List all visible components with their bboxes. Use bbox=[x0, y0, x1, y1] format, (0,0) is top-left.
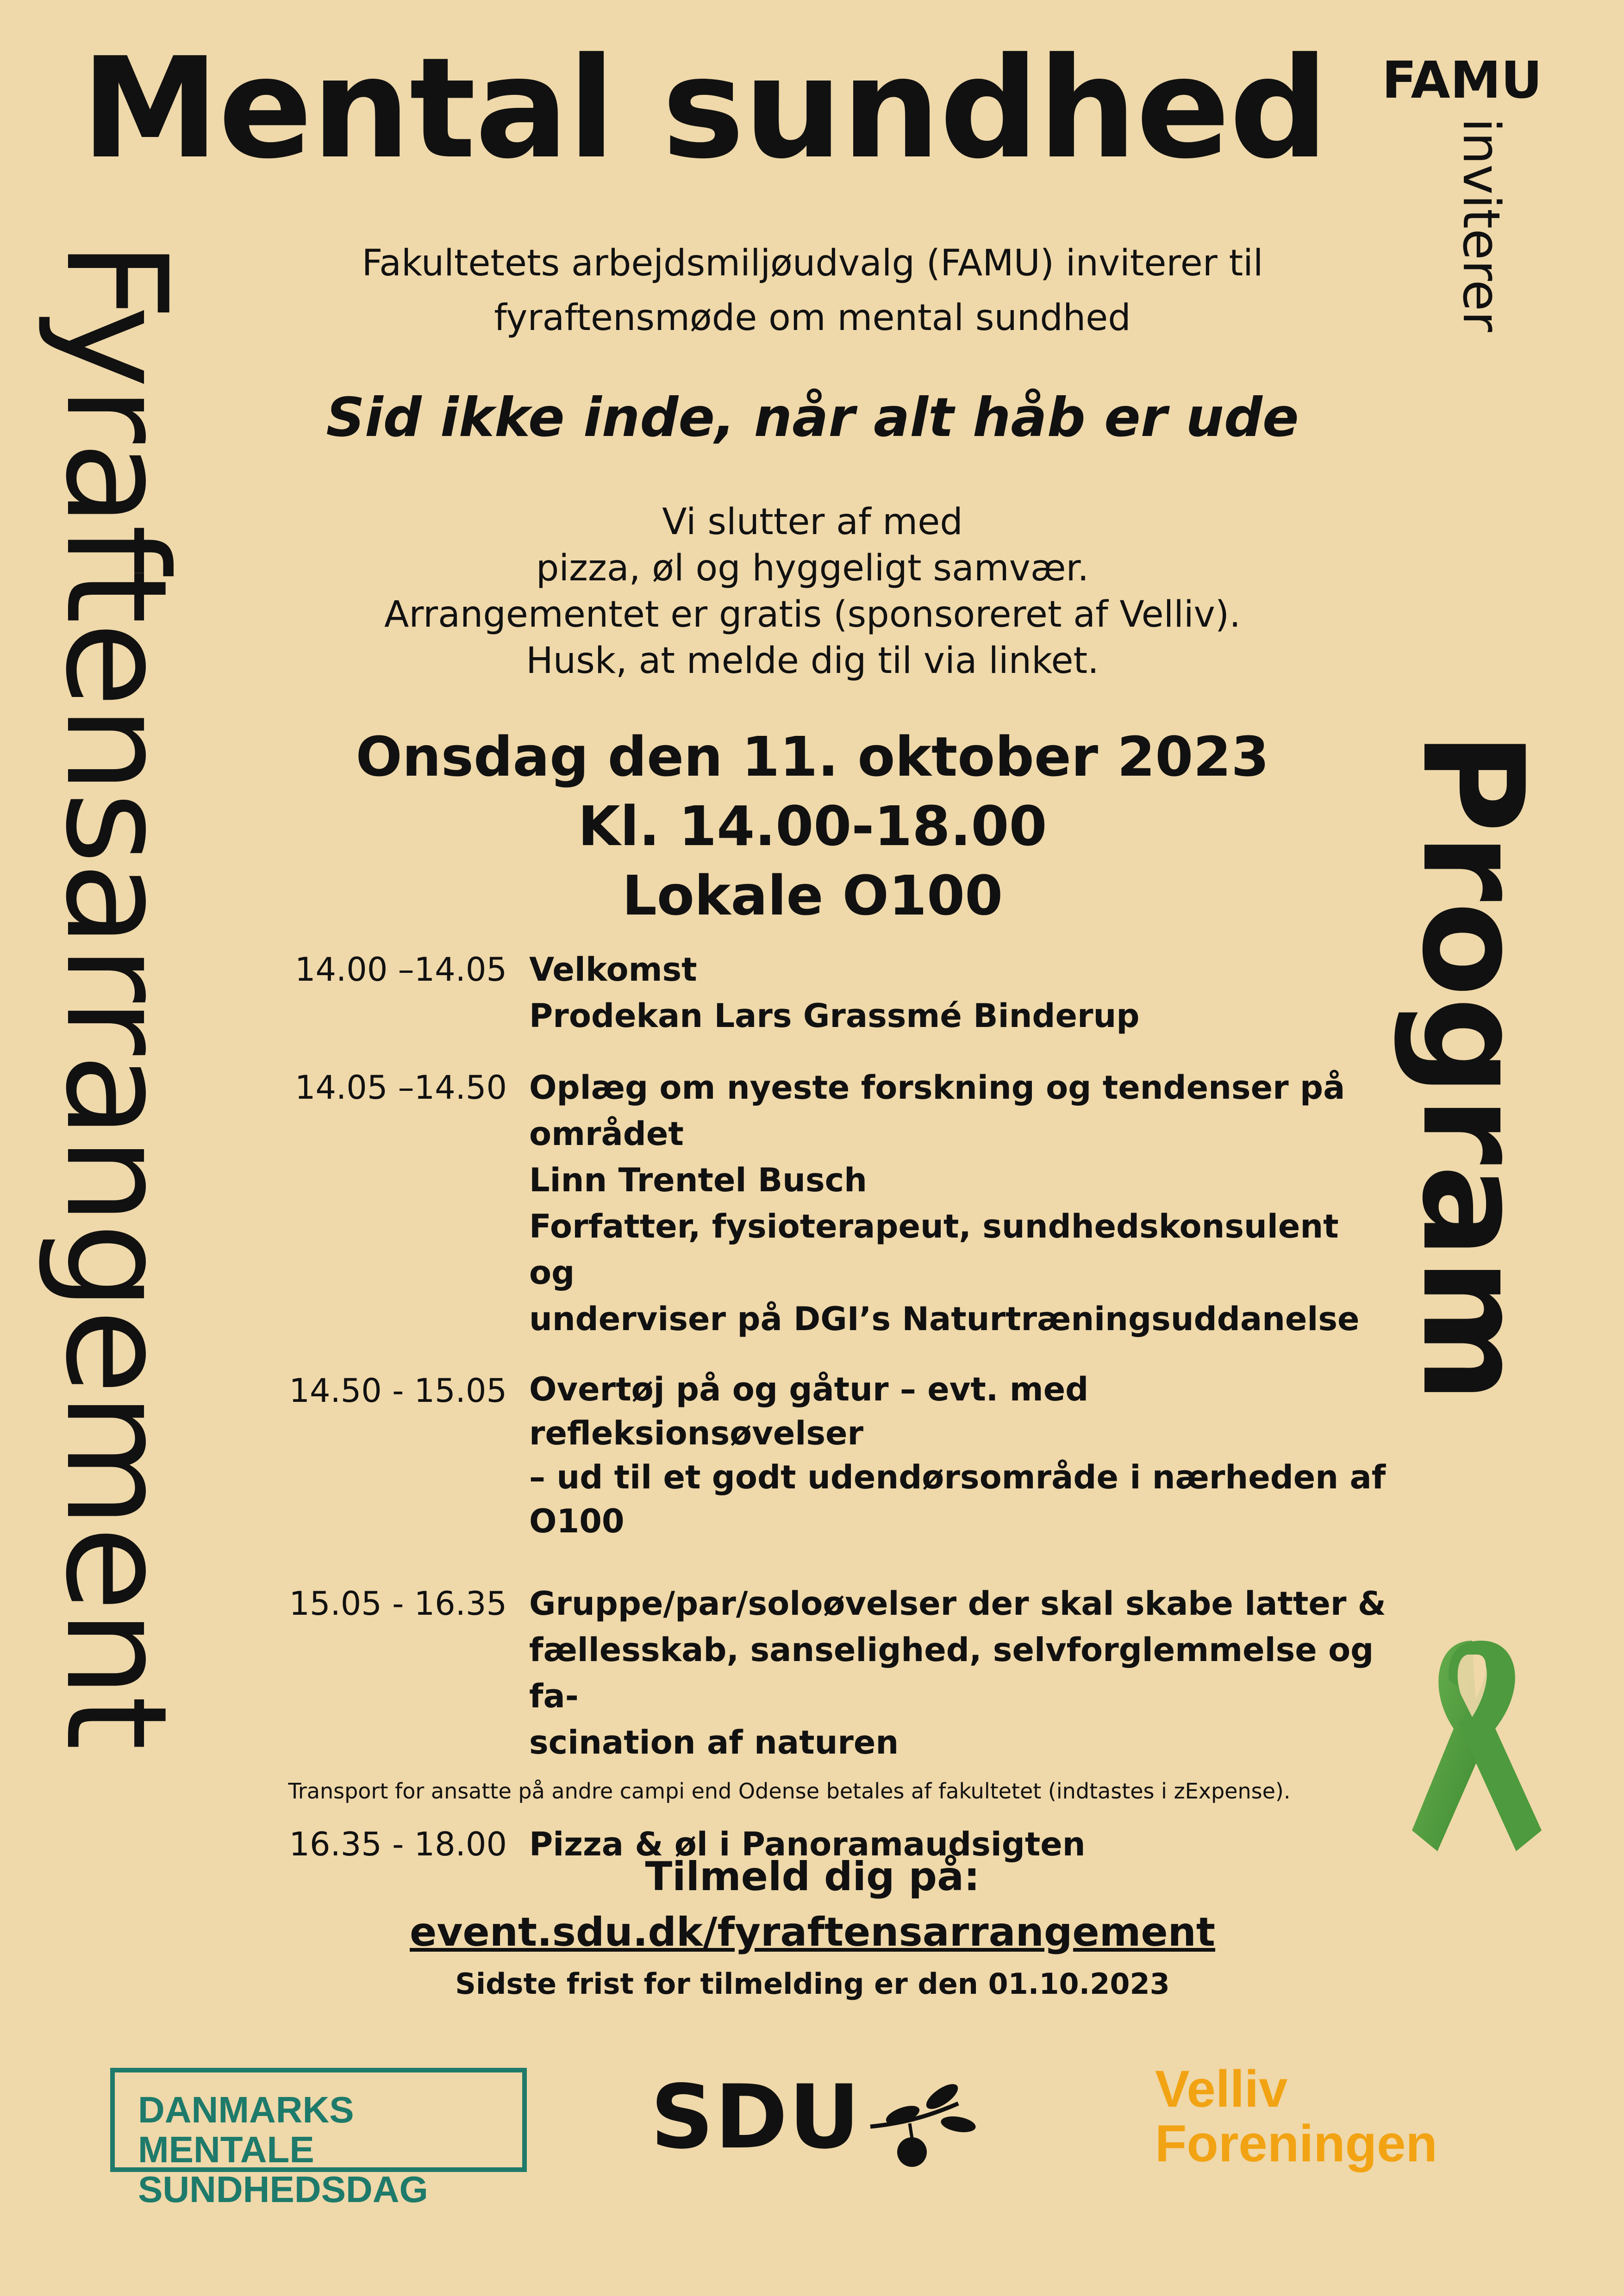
closing-text bbox=[287, 499, 1338, 684]
side-title-right: Program bbox=[1392, 731, 1553, 1403]
program-line: Linn Trentel Busch bbox=[529, 1161, 868, 1199]
danmarks-mentale-sundhedsdag-logo bbox=[110, 2068, 527, 2210]
program-line: Overtøj på og gåtur – evt. med refleksionsøvelser bbox=[529, 1370, 1089, 1452]
program-time: 16.35 - 18.00 bbox=[289, 1825, 507, 1863]
signup-deadline: Sidste frist for tilmelding er den 01.10.2023 bbox=[455, 1967, 1170, 2001]
intro-text bbox=[287, 236, 1338, 345]
program-list bbox=[278, 946, 1389, 1886]
closing-line: Husk, at melde dig til via linket. bbox=[526, 640, 1099, 682]
program-line: underviser på DGI’s Naturtræningsuddanelse bbox=[529, 1300, 1360, 1338]
intro-line: fyraftensmøde om mental sundhed bbox=[494, 297, 1131, 339]
velliv-line: Foreningen bbox=[1155, 2115, 1437, 2172]
event-date: Onsdag den 11. oktober 2023 bbox=[356, 725, 1269, 789]
program-description bbox=[529, 1368, 1389, 1543]
program-line: fællesskab, sanselighed, selvforglemmelse og fa- bbox=[529, 1631, 1374, 1715]
program-item bbox=[278, 1580, 1389, 1766]
program-item bbox=[278, 1064, 1389, 1342]
program-description bbox=[529, 946, 1389, 1039]
program-line: – ud til et godt udendørsområde i nærheden af bbox=[529, 1458, 1386, 1496]
intro-line: Fakultetets arbejdsmiljøudvalg (FAMU) inviterer til bbox=[362, 243, 1263, 284]
program-line: Velkomst bbox=[529, 951, 697, 989]
program-line: området bbox=[529, 1115, 684, 1153]
program-item bbox=[278, 946, 1389, 1039]
event-time: Kl. 14.00-18.00 bbox=[578, 794, 1047, 858]
page-title: Mental sundhed bbox=[81, 28, 1328, 189]
event-details bbox=[287, 722, 1338, 930]
event-room: Lokale O100 bbox=[622, 864, 1003, 927]
program-time: 14.50 - 15.05 bbox=[289, 1372, 507, 1410]
famu-label: FAMU bbox=[1382, 50, 1543, 110]
program-line: scination af naturen bbox=[529, 1724, 899, 1761]
velliv-foreningen-logo bbox=[1155, 2062, 1437, 2171]
program-description bbox=[529, 1064, 1389, 1342]
tagline: Sid ikke inde, når alt håb er ude bbox=[326, 386, 1299, 449]
program-time: 15.05 - 16.35 bbox=[289, 1585, 507, 1623]
program-line: Prodekan Lars Grassmé Binderup bbox=[529, 997, 1140, 1035]
program-time: 14.00 –14.05 bbox=[294, 951, 507, 989]
closing-line: Arrangementet er gratis (sponsoreret af Velliv). bbox=[384, 594, 1241, 635]
closing-line: pizza, øl og hyggeligt samvær. bbox=[536, 548, 1089, 589]
signup-link[interactable]: event.sdu.dk/fyraftensarrangement bbox=[410, 1909, 1215, 1955]
sdu-logo bbox=[650, 2064, 984, 2171]
program-line: Gruppe/par/soloøvelser der skal skabe latter & bbox=[529, 1585, 1386, 1623]
signup-section bbox=[287, 1849, 1338, 1960]
signup-label: Tilmeld dig på: bbox=[645, 1854, 980, 1900]
green-ribbon-icon bbox=[1403, 1636, 1551, 1854]
program-description bbox=[529, 1580, 1389, 1766]
olive-branch-icon bbox=[866, 2078, 981, 2171]
dmsd-line: DANMARKS MENTALE bbox=[138, 2089, 354, 2170]
dmsd-line: SUNDHEDSDAG bbox=[138, 2169, 428, 2210]
program-line: Oplæg om nyeste forskning og tendenser på bbox=[529, 1069, 1345, 1107]
program-line: Pizza & øl i Panoramaudsigten bbox=[529, 1825, 1086, 1863]
transport-note: Transport for ansatte på andre campi end Odense betales af fakultetet (indtastes i zExpense). bbox=[288, 1779, 1291, 1804]
closing-line: Vi slutter af med bbox=[662, 501, 963, 543]
inviterer-label: inviterer bbox=[1452, 118, 1511, 332]
program-line: O100 bbox=[529, 1502, 625, 1540]
velliv-line: Velliv bbox=[1155, 2060, 1288, 2118]
program-line: Forfatter, fysioterapeut, sundhedskonsulent og bbox=[529, 1207, 1339, 1292]
program-time: 14.05 –14.50 bbox=[294, 1069, 507, 1107]
sdu-wordmark: SDU bbox=[650, 2066, 861, 2168]
side-title-left: Fyraftensarrangement bbox=[35, 241, 197, 1748]
program-item bbox=[278, 1368, 1389, 1543]
